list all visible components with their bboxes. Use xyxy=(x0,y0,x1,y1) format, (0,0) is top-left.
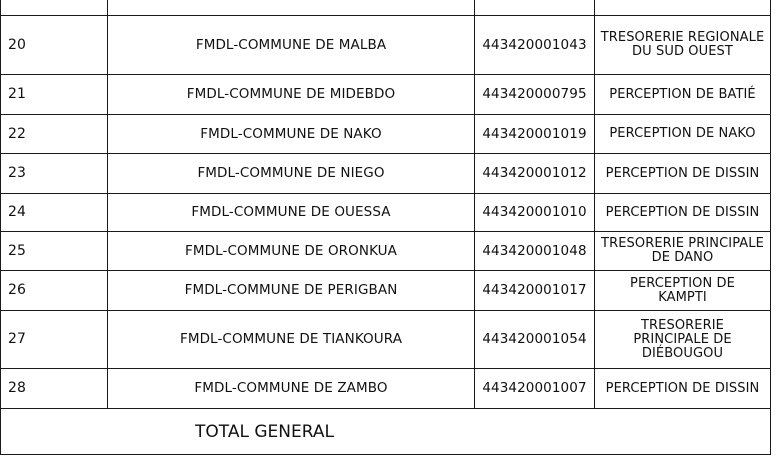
treasury-office: PERCEPTION DE KAMPTI xyxy=(630,275,735,305)
treasury-office: PERCEPTION DE DISSIN xyxy=(605,165,760,181)
commune-name: FMDL-COMMUNE DE ZAMBO xyxy=(194,380,388,396)
table-bottom-border xyxy=(0,454,771,455)
total-general-label: TOTAL GENERAL xyxy=(195,422,334,442)
commune-name: FMDL-COMMUNE DE NIEGO xyxy=(197,165,385,181)
account-number: 443420001048 xyxy=(482,242,587,259)
treasury-office: PERCEPTION DE DISSIN xyxy=(605,204,760,220)
row-number: 21 xyxy=(8,86,27,102)
account-number: 443420000795 xyxy=(482,86,587,102)
row-number: 28 xyxy=(8,380,27,396)
commune-name: FMDL-COMMUNE DE MALBA xyxy=(195,36,387,53)
account-number: 443420001054 xyxy=(482,331,587,347)
commune-name: FMDL-COMMUNE DE MIDEBDO xyxy=(186,86,396,102)
account-number: 443420001043 xyxy=(482,36,587,53)
account-number: 443420001012 xyxy=(482,165,587,181)
account-number: 443420001010 xyxy=(482,204,587,220)
commune-name: FMDL-COMMUNE DE PERIGBAN xyxy=(184,282,398,298)
account-number: 443420001017 xyxy=(482,282,587,298)
treasury-office: TRESORERIE REGIONALE DU SUD OUEST xyxy=(600,30,765,59)
row-number: 26 xyxy=(8,282,27,298)
row-divider xyxy=(0,408,771,409)
row-number: 27 xyxy=(8,331,27,347)
column-divider-right xyxy=(770,0,771,455)
row-number: 20 xyxy=(8,36,27,53)
treasury-office: TRESORERIE PRINCIPALE DE DANO xyxy=(601,236,764,265)
row-number: 24 xyxy=(8,204,27,220)
commune-name: FMDL-COMMUNE DE ORONKUA xyxy=(185,242,397,259)
commune-name: FMDL-COMMUNE DE OUESSA xyxy=(191,204,391,220)
row-number: 23 xyxy=(8,165,27,181)
treasury-office: TRESORERIE PRINCIPALE DE DIÉBOUGOU xyxy=(633,317,732,361)
commune-name: FMDL-COMMUNE DE TIANKOURA xyxy=(179,331,403,347)
row-number: 25 xyxy=(8,242,27,259)
treasury-office: PERCEPTION DE BATIÉ xyxy=(609,86,756,102)
account-number: 443420001019 xyxy=(482,125,587,142)
treasury-office: PERCEPTION DE DISSIN xyxy=(605,380,760,396)
account-number: 443420001007 xyxy=(482,380,587,396)
row-number: 22 xyxy=(8,125,27,142)
commune-name: FMDL-COMMUNE DE NAKO xyxy=(200,125,382,142)
treasury-office: PERCEPTION DE NAKO xyxy=(609,126,756,141)
